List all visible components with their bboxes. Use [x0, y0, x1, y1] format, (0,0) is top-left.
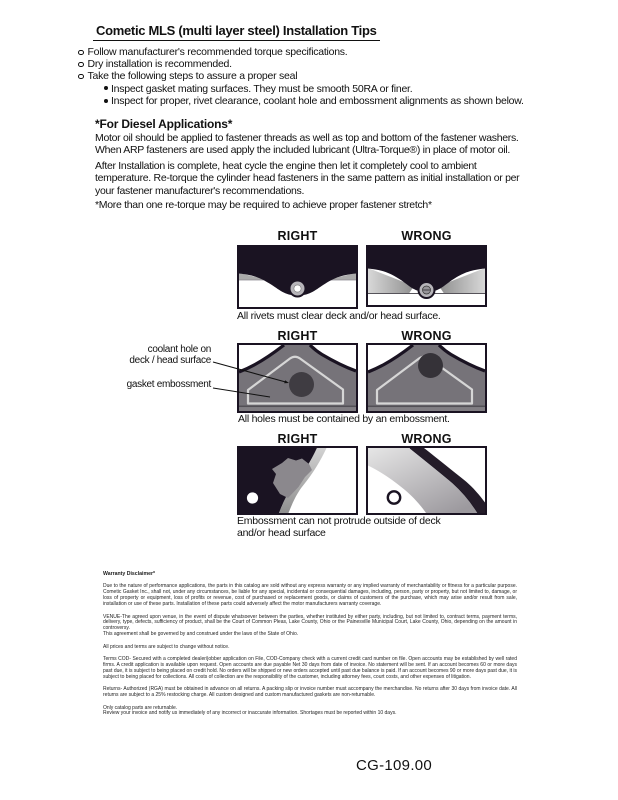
- row2-caption: All holes must be contained by an embossment.: [238, 413, 450, 425]
- deck-edge-band: [239, 407, 356, 411]
- wrong-label-row3: WRONG: [401, 432, 452, 446]
- list-item: [78, 70, 538, 82]
- tip-text: Inspect for proper, rivet clearance, coolant hole and embossment alignments as shown below.: [111, 94, 524, 107]
- rivet-wrong-drawing: [368, 247, 485, 305]
- wrong-label-row2: WRONG: [401, 329, 452, 343]
- rivet-center-shape: [294, 285, 301, 292]
- callout-leader-lines: [108, 340, 298, 402]
- legal-paragraph: Terms COD- Secured with a completed dealer/jobber application on File, COD-Company check with a current credit card number on file. Open accounts may be established by well rated firms. A credit application is available upon request. Open accounts are due payable Net 30 days from date of invoice. No statement will be sent. If an account becomes 60 or more days past due, it is subject to being placed on credit hold. No orders will be shipped or new orders accepted until past due balance is paid. If an account becomes 90 or more days past due, it is subject to being placed for collections. All costs of collection are the responsibility of the customer, including attorney fees, court costs, and other expenses of litigation.: [103, 656, 517, 680]
- row1-caption: All rivets must clear deck and/or head surface.: [237, 310, 441, 322]
- legal-paragraph: Only catalog parts are returnable.: [103, 704, 178, 711]
- deck-edge-line: [239, 406, 356, 408]
- list-item: [78, 46, 538, 58]
- gasket-embossment-callout: gasket embossment: [126, 379, 211, 390]
- right-label-row3: RIGHT: [277, 432, 318, 446]
- wrong-label-row1: WRONG: [401, 229, 452, 243]
- legal-paragraph: All prices and terms are subject to change without notice.: [103, 643, 230, 650]
- diesel-paragraph-1: Motor oil should be applied to fastener threads as well as top and bottom of the fastener washers. When ARP fasteners are used apply the included lubricant (Ultra-Torque®) in place of motor oil.: [95, 132, 519, 157]
- diagram-row2-wrong: [366, 343, 487, 413]
- bolt-hole-shape: [388, 491, 400, 503]
- coolant-hole-callout-line2: deck / head surface: [129, 354, 211, 366]
- tip-text: Inspect gasket mating surfaces. They must be smooth 50RA or finer.: [111, 82, 413, 95]
- warranty-disclaimer-section: [103, 572, 517, 717]
- row3-caption-line1: Embossment can not protrude outside of deck: [237, 515, 441, 527]
- list-item: [104, 83, 538, 95]
- legal-paragraph: Due to the nature of performance applications, the parts in this catalog are sold without any express warranty or any implied warranty of merchantability or fitness for a particular purpose. Cometic Gasket Inc., shall not, under any circumstances, be liable for any special, incidental or consequential damages, including, person, party or property, but not limited to, damage, or loss of property or equipment, loss of profits or revenue, cost of purchased or replacement goods, or claims of customers of the purchase, which may arise and/or result from sale, installation or use of these parts. Installation of these parts could adversely affect the motor manufacturers warranty coverage.: [103, 583, 517, 608]
- tip-text: Dry installation is recommended.: [87, 58, 232, 71]
- diagram-row1-right: [237, 245, 358, 309]
- list-item: [78, 58, 538, 70]
- filled-bullet-icon: [104, 86, 108, 90]
- coolant-hole-callout-line1: coolant hole on: [147, 344, 211, 355]
- coolant-leader-line: [213, 362, 287, 382]
- coolant-wrong-drawing: [368, 345, 485, 411]
- coolant-hole-shape: [418, 353, 443, 378]
- filled-bullet-icon: [104, 99, 108, 103]
- rivet-right-drawing: [239, 247, 356, 307]
- legal-paragraph: VENUE-The agreed upon venue, in the event of dispute whatsoever between the parties, whether instituted by either party, including, but not limited to, contract terms, payment terms, delivery, type, defects, sufficiency of product, shall be the Court of Common Pleas, Lake County, Ohio or the Painesville Municipal Court, Lake County, Ohio, depending on the amount in controversy.: [103, 613, 517, 632]
- row3-caption-line2: and/or head surface: [237, 526, 326, 539]
- diagram-row1-wrong: [366, 245, 487, 307]
- open-bullet-icon: [78, 62, 84, 68]
- warranty-disclaimer-heading: Warranty Disclaimer*: [103, 571, 155, 577]
- legal-paragraph: Returns- Authorized (RGA) must be obtained in advance on all returns. A packing slip or invoice number must accompany the merchandise. No returns after 30 days from invoice date. All returns are subject to a 25% restocking charge. All custom designed and custom manufactured gaskets are non-returnable.: [103, 686, 517, 699]
- open-bullet-icon: [78, 50, 84, 56]
- tip-text: Follow manufacturer's recommended torque specifications.: [87, 46, 348, 58]
- diagram-row3-wrong: [366, 446, 487, 515]
- installation-tips-list: [78, 46, 538, 107]
- right-label-row1: RIGHT: [277, 229, 318, 243]
- coolant-leader-arrow-icon: [284, 380, 289, 383]
- tip-text: Take the following steps to assure a proper seal: [87, 70, 298, 83]
- deck-edge-line: [368, 406, 485, 408]
- diagram-row3-right: [237, 446, 358, 515]
- right-label-row2: RIGHT: [277, 329, 318, 343]
- row3-caption: [237, 516, 467, 539]
- page-code: CG-109.00: [356, 757, 433, 774]
- embossment-leader-line: [213, 388, 270, 397]
- legal-paragraph: Review your invoice and notify us immediately of any incorrect or inaccurate information. Shortages must be reported within 10 days.: [103, 710, 397, 717]
- bolt-hole-shape: [247, 492, 258, 503]
- diesel-paragraph-2: After Installation is complete, heat cycle the engine then let it completely cool to ambient temperature. Re-torque the cylinder head fasteners in the same pattern as initial installation or per your fastener manufacturer's recommendations.: [95, 160, 520, 197]
- retorque-note: *More than one re-torque may be required to achieve proper fastener stretch*: [95, 199, 432, 211]
- list-item: [104, 95, 538, 107]
- embossment-wrong-drawing: [368, 448, 485, 513]
- diesel-section-heading: *For Diesel Applications*: [95, 117, 233, 131]
- embossment-right-drawing: [239, 448, 356, 513]
- legal-paragraph: This agreement shall be governed by and construed under the laws of the State of Ohio.: [103, 631, 299, 638]
- open-bullet-icon: [78, 74, 84, 80]
- deck-edge-band: [368, 407, 485, 411]
- page-title: Cometic MLS (multi layer steel) Installation Tips: [93, 23, 380, 41]
